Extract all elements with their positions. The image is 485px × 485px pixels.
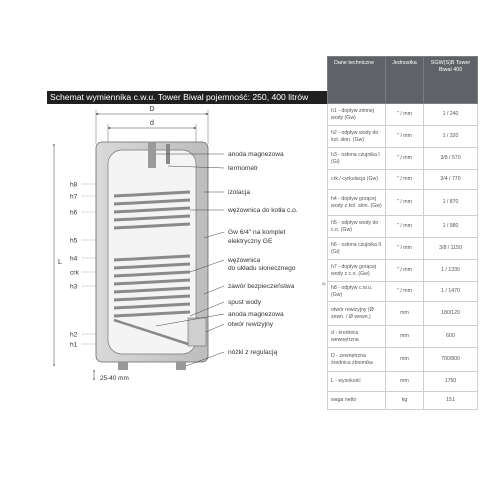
cell-parameter: otwór rewizyjny (Ø zewn. / Ø wewn.) xyxy=(328,302,386,326)
tank xyxy=(96,142,208,370)
callout-label: wężownica xyxy=(228,257,261,264)
callout-label: elektryczny GE xyxy=(228,238,273,245)
cell-unit: mm xyxy=(386,348,424,372)
cell-parameter: h2 - odpływ wody do kol. słon. (Gw) xyxy=(328,126,386,148)
cell-unit: mm xyxy=(386,372,424,392)
cell-value: 1 / 320 xyxy=(424,126,478,148)
technical-data-table xyxy=(327,56,478,410)
cell-parameter: h1 - dopływ zimnej wody (Gw) xyxy=(328,104,386,126)
callout-label: otwór rewizyjny xyxy=(228,321,274,328)
callout-label: izolacja xyxy=(228,189,250,196)
cell-value: 600 xyxy=(424,326,478,348)
dimension-D: D xyxy=(149,106,155,113)
cell-unit: " / mm xyxy=(386,260,424,282)
dimension-d: d xyxy=(150,120,154,127)
callout-superscript: 2) xyxy=(322,281,326,286)
diagram-title: Schemat wymiennika c.w.u. Tower Biwal pojemność: 250, 400 litrów xyxy=(47,91,328,104)
callout-label: anoda magnezowa xyxy=(228,311,284,318)
cell-unit: " / mm xyxy=(386,170,424,190)
height-label: h2 xyxy=(70,331,78,339)
cell-parameter: h5 - odpływ wody do c.o. (Gw) xyxy=(328,216,386,238)
table-row xyxy=(328,372,478,392)
table-row xyxy=(328,238,478,260)
cell-parameter: h6 - osłona czujnika II (Gi) xyxy=(328,238,386,260)
cell-parameter: h4 - dopływ gorącej wody z kol. słon. (Gw) xyxy=(328,190,386,216)
height-label: h7 xyxy=(70,193,78,201)
cell-parameter: crk / cyrkulacja (Gw) xyxy=(328,170,386,190)
height-dimension xyxy=(54,144,62,366)
dimension-lines xyxy=(96,106,208,144)
cell-value: 700/800 xyxy=(424,348,478,372)
header-model: SGW(S)B Tower Biwal 400 xyxy=(424,57,478,104)
table-row xyxy=(328,326,478,348)
callout-label: termometr xyxy=(228,165,259,172)
height-label: crk xyxy=(70,269,79,277)
table-row xyxy=(328,260,478,282)
cell-unit: " / mm xyxy=(386,148,424,170)
cell-unit: " / mm xyxy=(386,104,424,126)
callout-label: nóżki z regulacją xyxy=(228,349,278,356)
header-parameter: Dane techniczne xyxy=(328,57,386,104)
table-row xyxy=(328,126,478,148)
table-row xyxy=(328,104,478,126)
tank-schematic xyxy=(48,104,328,394)
callout-label: do układu słonecznego xyxy=(228,265,296,272)
table-row xyxy=(328,392,478,410)
header-unit: Jednostka xyxy=(386,57,424,104)
connection-height-labels xyxy=(70,182,96,349)
cell-value: 3/4 / 770 xyxy=(424,170,478,190)
callout-leader-line xyxy=(206,324,224,332)
callout-label: Gw 6/4" na komplet xyxy=(228,229,286,236)
callout-label: wężownica do kotła c.o. xyxy=(228,207,298,214)
dimension-bottom: 25-40 mm xyxy=(100,375,129,382)
height-label: h8 xyxy=(70,181,78,189)
cell-value: 1750 xyxy=(424,372,478,392)
dimension-L: L xyxy=(58,259,62,266)
cell-parameter: d - średnica wewnętrzna xyxy=(328,326,386,348)
height-label: h5 xyxy=(70,237,78,245)
cell-parameter: L - wysokość xyxy=(328,372,386,392)
cell-parameter: D - zewnętrzna średnica zbiornika xyxy=(328,348,386,372)
cell-value: 1 / 240 xyxy=(424,104,478,126)
cell-value: 1 / 1330 xyxy=(424,260,478,282)
cell-value: 1 / 870 xyxy=(424,190,478,216)
cell-value: 1 / 1470 xyxy=(424,282,478,302)
cell-value: 3/8 / 1150 xyxy=(424,238,478,260)
cell-unit: " / mm xyxy=(386,190,424,216)
height-label: h4 xyxy=(70,255,78,263)
height-label: h3 xyxy=(70,283,78,291)
table-row xyxy=(328,348,478,372)
cell-value: 3/8 / 570 xyxy=(424,148,478,170)
table-header-row xyxy=(328,57,478,104)
cell-unit: " / mm xyxy=(386,216,424,238)
table-row xyxy=(328,190,478,216)
cell-value: 180/120 xyxy=(424,302,478,326)
table-row xyxy=(328,148,478,170)
cell-parameter: h8 - odpływ c.w.u. (Gw) xyxy=(328,282,386,302)
table-row xyxy=(328,302,478,326)
cell-value: 151 xyxy=(424,392,478,410)
cell-unit: kg xyxy=(386,392,424,410)
cell-unit: mm xyxy=(386,326,424,348)
cell-unit: " / mm xyxy=(386,238,424,260)
cell-parameter: h7 - dopływ gorącej wody z c.o. (Gw) xyxy=(328,260,386,282)
callout-label: spust wody xyxy=(228,299,261,306)
table-row xyxy=(328,170,478,190)
cell-parameter: waga netto xyxy=(328,392,386,410)
cell-unit: mm xyxy=(386,302,424,326)
cell-parameter: h3 - osłona czujnika I (Gi) xyxy=(328,148,386,170)
callout-label: zawór bezpieczeństwa xyxy=(228,283,295,290)
table-row xyxy=(328,282,478,302)
bottom-dimension xyxy=(94,370,129,382)
cell-unit: " / mm xyxy=(386,126,424,148)
cell-unit: " / mm xyxy=(386,282,424,302)
height-label: h1 xyxy=(70,341,78,349)
table-row xyxy=(328,216,478,238)
callout-label: anoda magnezowa xyxy=(228,151,284,158)
height-label: h6 xyxy=(70,209,78,217)
cell-value: 1 / 980 xyxy=(424,216,478,238)
